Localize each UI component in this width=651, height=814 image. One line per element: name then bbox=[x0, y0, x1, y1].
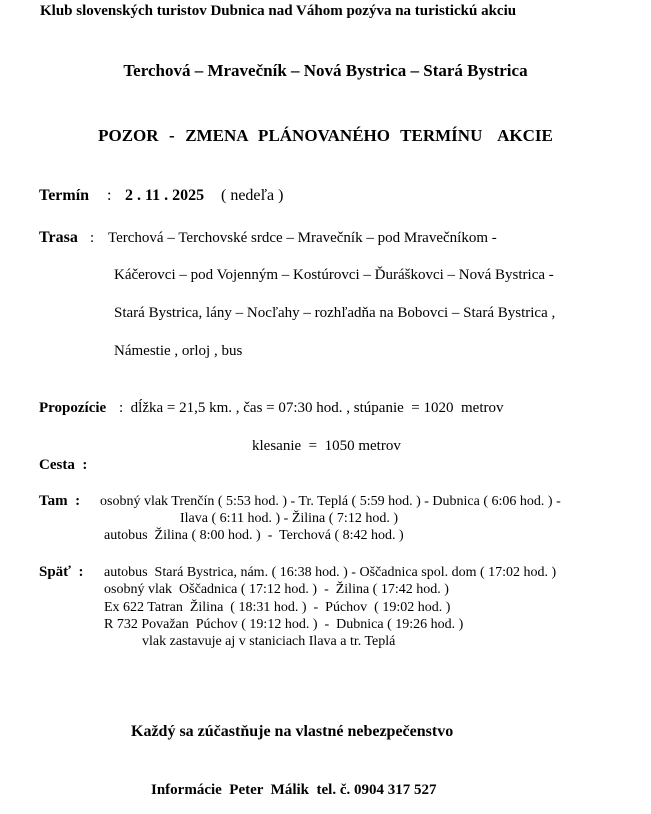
contact-info: Informácie Peter Málik tel. č. 0904 317 527 bbox=[151, 782, 437, 798]
propozicie-details: : dĺžka = 21,5 km. , čas = 07:30 hod. , stúpanie = 1020 metrov bbox=[119, 400, 504, 416]
tam-label: Tam : bbox=[39, 493, 81, 509]
propozicie-label: Propozície bbox=[39, 400, 107, 416]
trasa-separator: : bbox=[90, 230, 95, 246]
propozicie-descent: klesanie = 1050 metrov bbox=[252, 438, 401, 454]
cesta-label: Cesta : bbox=[39, 457, 88, 473]
termin-separator: : bbox=[107, 187, 112, 204]
termin-day: ( nedeľa ) bbox=[221, 187, 284, 204]
spat-line: R 732 Považan Púchov ( 19:12 hod. ) - Dubnica ( 19:26 hod. ) bbox=[104, 617, 464, 632]
spat-note: vlak zastavuje aj v staniciach Ilava a tr. Teplá bbox=[142, 634, 396, 649]
trasa-label: Trasa bbox=[39, 229, 78, 246]
trasa-line: Námestie , orloj , bus bbox=[114, 343, 243, 359]
tam-line: autobus Žilina ( 8:00 hod. ) - Terchová ( 8:42 hod. ) bbox=[104, 528, 404, 543]
event-title: Terchová – Mravečník – Nová Bystrica – Stará Bystrica bbox=[123, 61, 528, 80]
spat-line: autobus Stará Bystrica, nám. ( 16:38 hod. ) - Oščadnica spol. dom ( 17:02 hod. ) bbox=[104, 565, 557, 580]
club-invitation: Klub slovenských turistov Dubnica nad Váhom pozýva na turistickú akciu bbox=[40, 3, 517, 19]
spat-line: Ex 622 Tatran Žilina ( 18:31 hod. ) - Púchov ( 19:02 hod. ) bbox=[104, 600, 451, 615]
trasa-line: Káčerovci – pod Vojenným – Kostúrovci – Ďuráškovci – Nová Bystrica - bbox=[114, 267, 554, 283]
disclaimer: Každý sa zúčastňuje na vlastné nebezpečenstvo bbox=[131, 723, 454, 740]
termin-date: 2 . 11 . 2025 bbox=[125, 187, 205, 204]
trasa-line: Stará Bystrica, lány – Nocľahy – rozhľadňa na Bobovci – Stará Bystrica , bbox=[114, 305, 556, 321]
tam-line: Ilava ( 6:11 hod. ) - Žilina ( 7:12 hod. ) bbox=[180, 511, 398, 526]
spat-line: osobný vlak Oščadnica ( 17:12 hod. ) - Žilina ( 17:42 hod. ) bbox=[104, 582, 449, 597]
trasa-line: Terchová – Terchovské srdce – Mravečník – pod Mravečníkom - bbox=[108, 230, 497, 246]
spat-label: Späť : bbox=[39, 564, 84, 580]
termin-label: Termín bbox=[39, 187, 90, 204]
tam-line: osobný vlak Trenčín ( 5:53 hod. ) - Tr. Teplá ( 5:59 hod. ) - Dubnica ( 6:06 hod. ) - bbox=[100, 494, 561, 509]
date-change-warning: POZOR - ZMENA PLÁNOVANÉHO TERMÍNU AKCIE bbox=[98, 126, 553, 145]
